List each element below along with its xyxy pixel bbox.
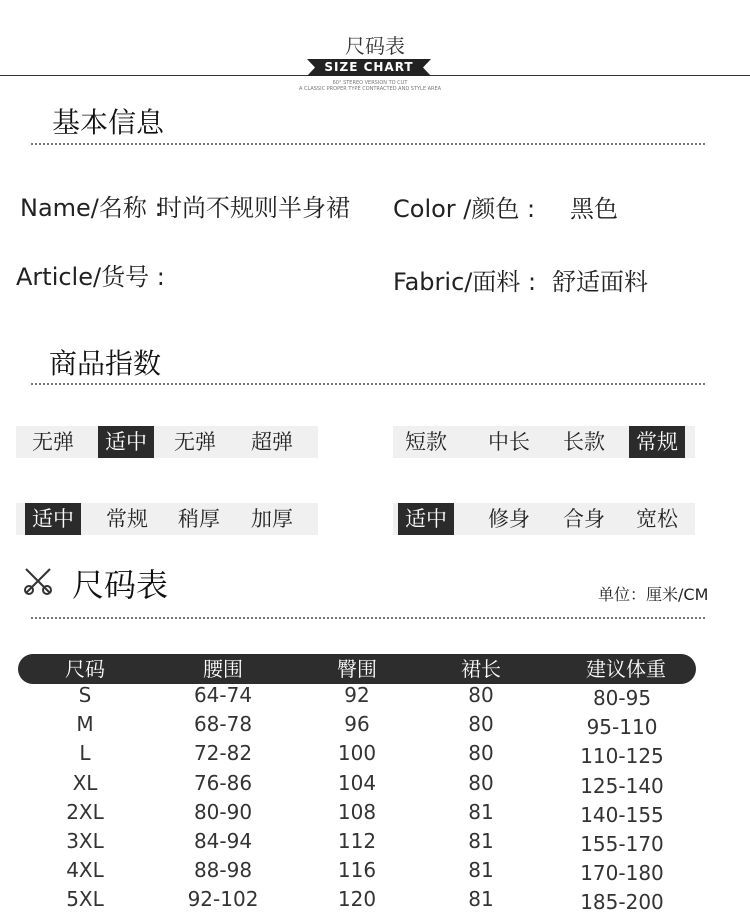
dotted-divider <box>31 383 705 385</box>
name-label: Name/名称 : <box>20 194 163 222</box>
table-cell: 80 <box>468 741 494 766</box>
stretch-option-medium: 适中 <box>98 426 154 458</box>
table-cell: 170-180 <box>580 861 664 886</box>
size-chart-title: 尺码表 <box>72 566 169 604</box>
table-cell: 120 <box>337 887 377 912</box>
header-size: 尺码 <box>65 657 105 681</box>
table-cell: 80 <box>468 770 494 795</box>
page-title: 尺码表 <box>345 34 405 58</box>
table-cell: 81 <box>468 858 494 883</box>
table-cell: 2XL <box>66 799 104 824</box>
table-cell: 84-94 <box>193 829 253 853</box>
table-cell: 108 <box>337 799 377 824</box>
table-cell: 80 <box>468 712 494 737</box>
size-chart-ribbon: SIZE CHART <box>324 60 414 74</box>
stretch-option-none: 无弹 <box>32 430 74 454</box>
fit-option-slim: 修身 <box>488 507 530 531</box>
table-cell: 5XL <box>66 887 104 912</box>
table-cell: 64-74 <box>193 683 253 707</box>
table-cell: 4XL <box>66 858 104 883</box>
fit-option-medium: 适中 <box>398 503 454 535</box>
table-cell: M <box>76 712 94 737</box>
table-cell: 140-155 <box>580 802 664 827</box>
thickness-option-thick: 稍厚 <box>178 507 220 531</box>
table-cell: 81 <box>468 887 494 912</box>
table-cell: L <box>79 741 91 766</box>
fabric-label: Fabric/面料 : <box>393 268 537 296</box>
length-option-mid: 中长 <box>488 430 530 454</box>
length-option-short: 短款 <box>405 430 447 454</box>
table-cell: 80 <box>468 683 494 707</box>
dotted-divider <box>31 617 705 619</box>
basic-info-title: 基本信息 <box>52 106 165 139</box>
table-cell: 81 <box>468 829 494 853</box>
length-option-long: 长款 <box>563 430 605 454</box>
header-length: 裙长 <box>461 657 501 681</box>
table-cell: 3XL <box>66 829 104 853</box>
table-cell: 80-90 <box>193 799 253 824</box>
table-cell: 92 <box>344 683 370 707</box>
table-cell: 104 <box>337 770 377 795</box>
header-waist: 腰围 <box>203 657 243 681</box>
table-cell: 68-78 <box>193 712 253 737</box>
table-cell: 95-110 <box>586 715 658 740</box>
fit-option-fitted: 合身 <box>563 507 605 531</box>
color-value: 黑色 <box>570 195 618 223</box>
table-cell: 81 <box>468 799 494 824</box>
table-cell: 116 <box>337 858 377 883</box>
table-cell: 72-82 <box>193 741 253 766</box>
stretch-option-none-2: 无弹 <box>174 430 216 454</box>
table-cell: 80-95 <box>592 686 652 710</box>
table-cell: 110-125 <box>580 744 664 769</box>
table-cell: 125-140 <box>580 773 664 798</box>
table-cell: XL <box>72 770 98 795</box>
article-label: Article/货号 : <box>16 263 165 291</box>
header-hip: 臀围 <box>337 657 377 681</box>
table-cell: 88-98 <box>193 858 253 883</box>
color-label: Color /颜色 : <box>393 195 536 223</box>
table-cell: 185-200 <box>580 890 664 915</box>
stretch-option-super: 超弹 <box>251 430 293 454</box>
product-index-title: 商品指数 <box>49 347 162 380</box>
length-option-regular: 常规 <box>629 426 685 458</box>
thickness-option-extra-thick: 加厚 <box>251 507 293 531</box>
table-cell: 100 <box>337 741 377 766</box>
table-cell: 96 <box>344 712 370 737</box>
table-cell: S <box>78 683 92 707</box>
thickness-option-regular: 常规 <box>106 507 148 531</box>
header-tiny-text-1: 60° STEREO VERSION TO CUT <box>332 80 408 86</box>
table-cell: 155-170 <box>580 832 664 856</box>
table-cell: 112 <box>337 829 377 853</box>
fit-option-loose: 宽松 <box>636 507 678 531</box>
table-cell: 92-102 <box>187 887 259 912</box>
header-tiny-text-2: A CLASSIC PROPER TYPE CONTRACTED AND STYLE AREA <box>298 86 442 92</box>
header-weight: 建议体重 <box>586 657 666 681</box>
table-cell: 76-86 <box>193 770 253 795</box>
thickness-option-medium: 适中 <box>25 503 81 535</box>
fabric-value: 舒适面料 <box>552 268 648 296</box>
scissors-icon <box>22 565 54 597</box>
unit-label: 单位：厘米/CM <box>598 585 709 604</box>
name-value: 时尚不规则半身裙 <box>158 194 350 222</box>
dotted-divider <box>31 143 705 145</box>
